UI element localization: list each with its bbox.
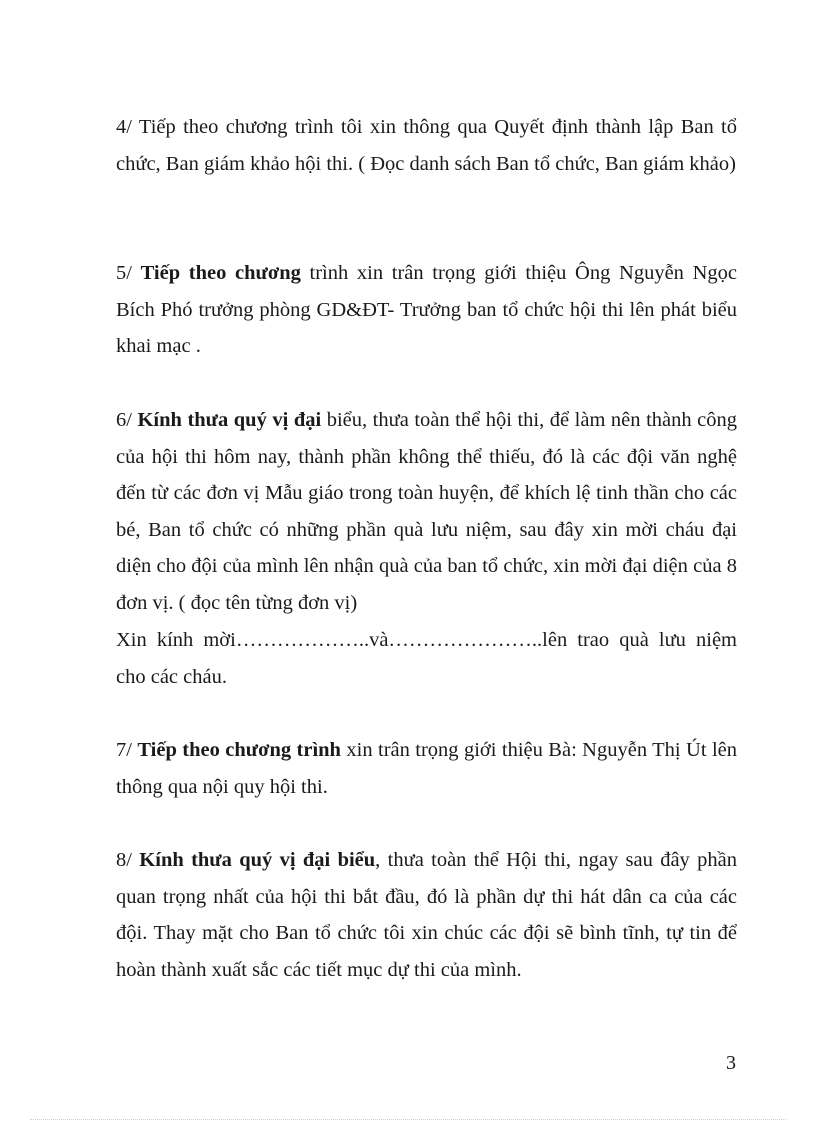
- paragraph-5: [116, 255, 737, 365]
- paragraph-6: [116, 402, 737, 621]
- paragraph-6-invitation-text: Xin kính mời………………..và…………………..lên trao quà lưu niệm cho các cháu.: [116, 629, 737, 688]
- paragraph-4-text: Tiếp theo chương trình tôi xin thông qua Quyết định thành lập Ban tổ chức, Ban giám khảo hội thi. ( Đọc danh sách Ban tổ chức, Ban giám khảo): [116, 116, 738, 175]
- paragraph-7-text: xin trân trọng giới thiệu Bà: Nguyễn Thị Út lên thông qua nội quy hội thi.: [116, 739, 737, 798]
- paragraph-6-number: 6/: [116, 409, 138, 431]
- paragraph-6-text: biểu, thưa toàn thể hội thi, để làm nên thành công của hội thi hôm nay, thành phần không thể thiếu, đó là các đội văn nghệ đến từ các đơn vị Mẫu giáo trong toàn huyện, để khích lệ tinh thần cho các bé, Ban tổ chức có những phần quà lưu niệm, sau đây xin mời cháu đại diện cho đội của mình lên nhận quà của ban tổ chức, xin mời đại diện của 8 đơn vị. ( đọc tên từng đơn vị): [116, 409, 737, 614]
- paragraph-4-number: 4/: [116, 116, 139, 138]
- paragraph-5-text: trình xin trân trọng giới thiệu Ông Nguyễn Ngọc Bích Phó trưởng phòng GD&ĐT- Trưởng ban tổ chức hội thi lên phát biểu khai mạc .: [116, 262, 737, 357]
- paragraph-6-bold-lead: Kính thưa quý vị đại: [137, 409, 322, 431]
- paragraph-5-bold-lead: Tiếp theo chương: [140, 262, 301, 284]
- paragraph-7: [116, 732, 737, 805]
- paragraph-7-number: 7/: [116, 739, 138, 761]
- paragraph-8-text: , thưa toàn thể Hội thi, ngay sau đây phần quan trọng nhất của hội thi bắt đầu, đó là phần dự thi hát dân ca của các đội. Thay mặt cho Ban tổ chức tôi xin chúc các đội sẽ bình tĩnh, tự tin để hoàn thành xuất sắc các tiết mục dự thi của mình.: [116, 849, 737, 981]
- paragraph-5-number: 5/: [116, 262, 141, 284]
- paragraph-4: [116, 109, 737, 182]
- paragraph-6-invitation: [116, 622, 737, 695]
- page-bottom-divider: [30, 1119, 786, 1120]
- paragraph-8: [116, 842, 737, 988]
- paragraph-8-bold-lead: Kính thưa quý vị đại biểu: [139, 849, 376, 871]
- paragraph-7-bold-lead: Tiếp theo chương trình: [137, 739, 341, 761]
- paragraph-8-number: 8/: [116, 849, 140, 871]
- page-number: 3: [726, 1052, 736, 1074]
